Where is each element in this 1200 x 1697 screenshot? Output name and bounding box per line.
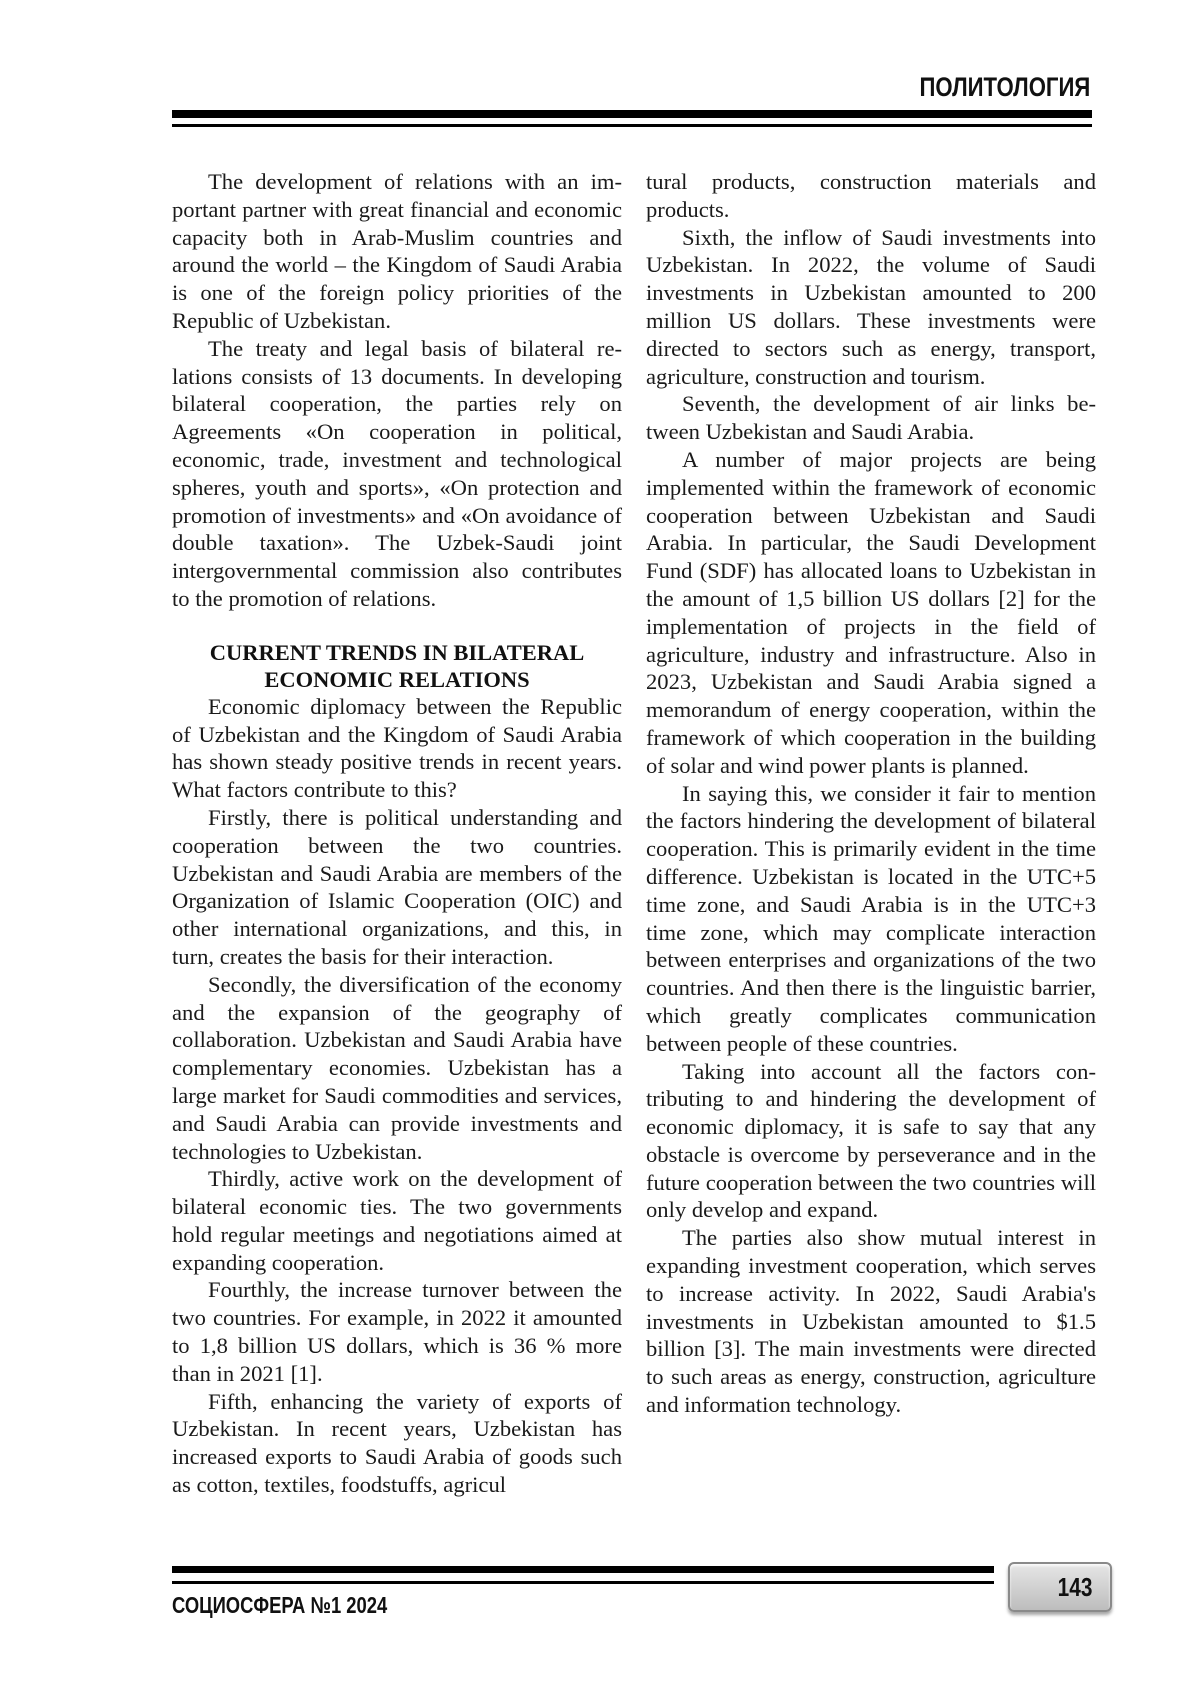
paragraph: A number of major projects are being implemented within the framework of economic cooperation between Uzbekistan and Saudi Arabia. In particular, the Saudi Development Fund (SDF) has allocated loans to Uzbekistan in the amount of 1,5 billion US dollars [2] for the implementation of projects in the field of agriculture, industry and infrastructure. Also in 2023, Uzbekistan and Saudi Arabia signed a memorandum of energy cooperation, within the framework of which cooperation in the building of solar and wind power plants is planned.: [646, 446, 1096, 778]
section-heading: [172, 639, 622, 693]
paragraph: The development of relations with an important partner with great financial and economic capacity both in Arab-Muslim countries and around the world – the Kingdom of Saudi Arabia is one of the foreign policy priorities of the Republic of Uzbekistan.: [172, 169, 622, 333]
paragraph: Secondly, the diversification of the economy and the expansion of the geography of collaboration. Uzbekistan and Saudi Arabia have complementary economies. Uzbekistan has a large market for Saudi commodities and services, and Saudi Arabia can provide investments and technologies to Uzbekistan.: [172, 971, 622, 1164]
paragraph: Seventh, the development of air links between Uzbekistan and Saudi Arabia.: [646, 391, 1096, 445]
paragraph: Fourthly, the increase turnover between the two countries. For example, in 2022 it amounted to 1,8 billion US dollars, which is 36 % more than in 2021 [1].: [172, 1277, 622, 1386]
footer-rule-thick: [172, 1566, 994, 1573]
page-number-badge: [1008, 1562, 1112, 1612]
footer-rule-thin: [172, 1581, 994, 1584]
left-column: [172, 168, 622, 1499]
header-rule-thick: [172, 110, 1092, 118]
paragraph: Sixth, the inflow of Saudi investments into Uzbekistan. In 2022, the volume of Saudi investments in Uzbekistan amounted to 200 million US dollars. These investments were directed to sectors such as energy, transport, agriculture, construction and tourism.: [646, 224, 1096, 389]
journal-name: СОЦИОСФЕРА №1 2024: [172, 1592, 388, 1618]
header-rule-thin: [172, 124, 1092, 127]
paragraph: Fifth, enhancing the variety of exports of Uzbekistan. In recent years, Uzbekistan has increased exports to Saudi Arabia of goods such as cotton, textiles, foodstuffs, agricul: [172, 1388, 622, 1498]
paragraph: The parties also show mutual interest in expanding investment cooperation, which serves to increase activity. In 2022, Saudi Arabia's investments in Uzbekistan amounted to $1.5 billion [3]. The main investments were directed to such areas as energy, construction, agriculture and information technology.: [646, 1225, 1096, 1418]
paragraph: The treaty and legal basis of bilateral relations consists of 13 documents. In developing bilateral cooperation, the parties rely on Agreements «On cooperation in political, economic, trade, investment and technological spheres, youth and sports», «On protection and promotion of investments» and «On avoidance of double taxation». The Uzbek-Saudi joint intergovernmental commission also contributes to the promotion of relations.: [172, 335, 622, 611]
section-heading-line: CURRENT TRENDS IN BILATERAL: [209, 639, 585, 665]
paragraph: Taking into account all the factors contributing to and hindering the development of economic diplomacy, it is safe to say that any obstacle is overcome by perseverance and in the future cooperation between the two countries will only develop and expand.: [646, 1058, 1096, 1223]
paragraph: Thirdly, active work on the development of bilateral economic ties. The two governments hold regular meetings and negotiations aimed at expanding cooperation.: [172, 1166, 622, 1275]
right-column: [646, 168, 1096, 1419]
paragraph: In saying this, we consider it fair to mention the factors hindering the development of bilateral cooperation. This is primarily evident in the time difference. Uzbekistan is located in the UTC+5 time zone, and Saudi Arabia is in the UTC+3 time zone, which may complicate interaction between enterprises and organizations of the two countries. And then there is the linguistic barrier, which greatly complicates communication between people of these countries.: [646, 780, 1096, 1056]
section-heading-line: ECONOMIC RELATIONS: [264, 666, 530, 692]
page-number: 143: [1057, 1571, 1092, 1602]
paragraph: Firstly, there is political understanding and cooperation between the two countries. Uzbekistan and Saudi Arabia are members of the Organization of Islamic Cooperation (OIC) and other international organizations, and this, in turn, creates the basis for their interaction.: [172, 804, 622, 969]
section-title: ПОЛИТОЛОГИЯ: [919, 72, 1090, 102]
paragraph-continuation: tural products, construction materials and products.: [646, 169, 1096, 222]
paragraph: Economic diplomacy between the Republic of Uzbekistan and the Kingdom of Saudi Arabia has shown steady positive trends in recent years. What factors contribute to this?: [172, 693, 622, 803]
